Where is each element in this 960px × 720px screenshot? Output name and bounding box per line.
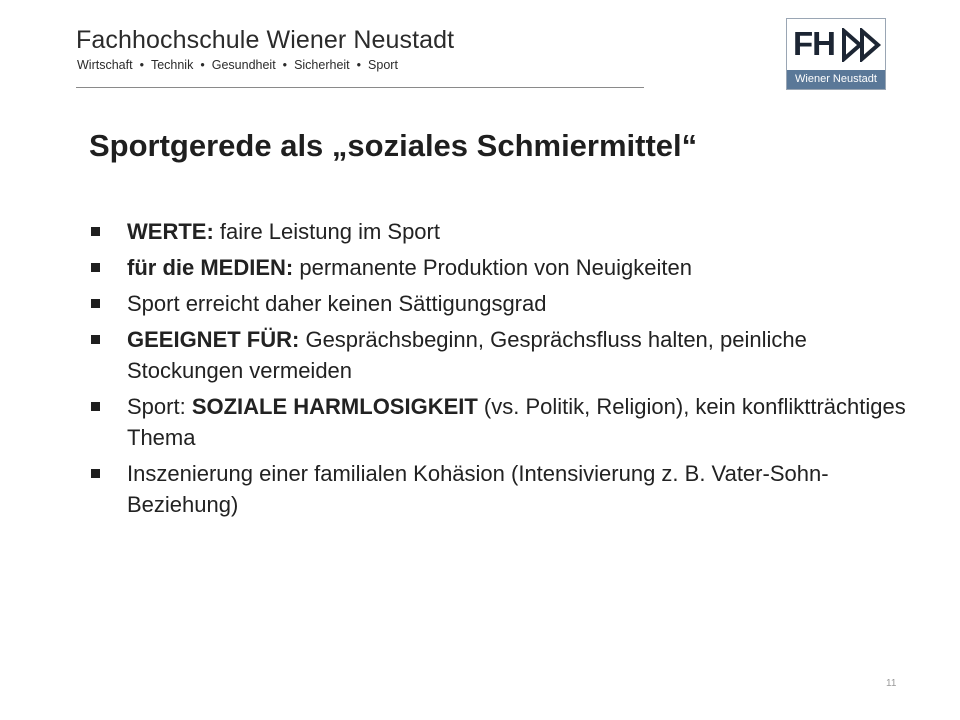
tagline-separator: • (282, 58, 288, 72)
tagline-item: Sicherheit (294, 58, 350, 72)
logo-letters: FH (793, 25, 835, 62)
bullet-item (89, 288, 909, 319)
logo-location-band: Wiener Neustadt (787, 70, 885, 89)
bullet-keyword: SOZIALE HARMLOSIGKEIT (191, 394, 478, 419)
slide-header (0, 0, 960, 100)
bullet-item (89, 252, 909, 283)
bullet-text: Gesprächsbeginn, Gesprächsfluss halten, peinliche Stockungen vermeiden (127, 327, 807, 383)
bullet-text: (vs. Politik, Religion), kein konfliktträchtiges Thema (127, 394, 906, 450)
header-divider (76, 87, 644, 88)
bullet-keyword: GEEIGNET FÜR: (127, 327, 300, 352)
slide-title: Sportgerede als „soziales Schmiermittel“ (89, 128, 698, 163)
tagline-separator: • (139, 58, 144, 72)
tagline-separator: • (200, 58, 205, 72)
tagline-item: Gesundheit (211, 58, 276, 72)
fast-forward-icon (842, 28, 882, 62)
bullet-text: faire Leistung im Sport (213, 219, 440, 244)
institution-tagline (77, 58, 398, 72)
bullet-list (89, 216, 909, 525)
bullet-item (89, 216, 909, 247)
square-bullet-icon (91, 299, 100, 308)
page-number: 11 (886, 678, 897, 689)
bullet-lead: Sport: (127, 394, 192, 419)
bullet-text: Inszenierung einer familialen Kohäsion (Intensivierung z. B. Vater-Sohn-Beziehung) (127, 461, 829, 517)
square-bullet-icon (91, 335, 100, 344)
square-bullet-icon (91, 402, 100, 411)
tagline-item: Technik (150, 58, 194, 72)
square-bullet-icon (91, 469, 100, 478)
fh-logo (786, 18, 886, 90)
institution-name: Fachhochschule Wiener Neustadt (76, 26, 455, 54)
square-bullet-icon (91, 227, 100, 236)
bullet-text: permanente Produktion von Neuigkeiten (293, 255, 692, 280)
tagline-item: Wirtschaft (77, 58, 133, 72)
tagline-item: Sport (368, 58, 398, 72)
bullet-text: Sport erreicht daher keinen Sättigungsgrad (127, 291, 547, 316)
square-bullet-icon (91, 263, 100, 272)
bullet-item (89, 391, 909, 453)
bullet-keyword: WERTE: (127, 219, 214, 244)
bullet-keyword: für die MEDIEN: (127, 255, 294, 280)
bullet-item (89, 324, 909, 386)
bullet-item (89, 458, 909, 520)
tagline-separator: • (356, 58, 362, 72)
